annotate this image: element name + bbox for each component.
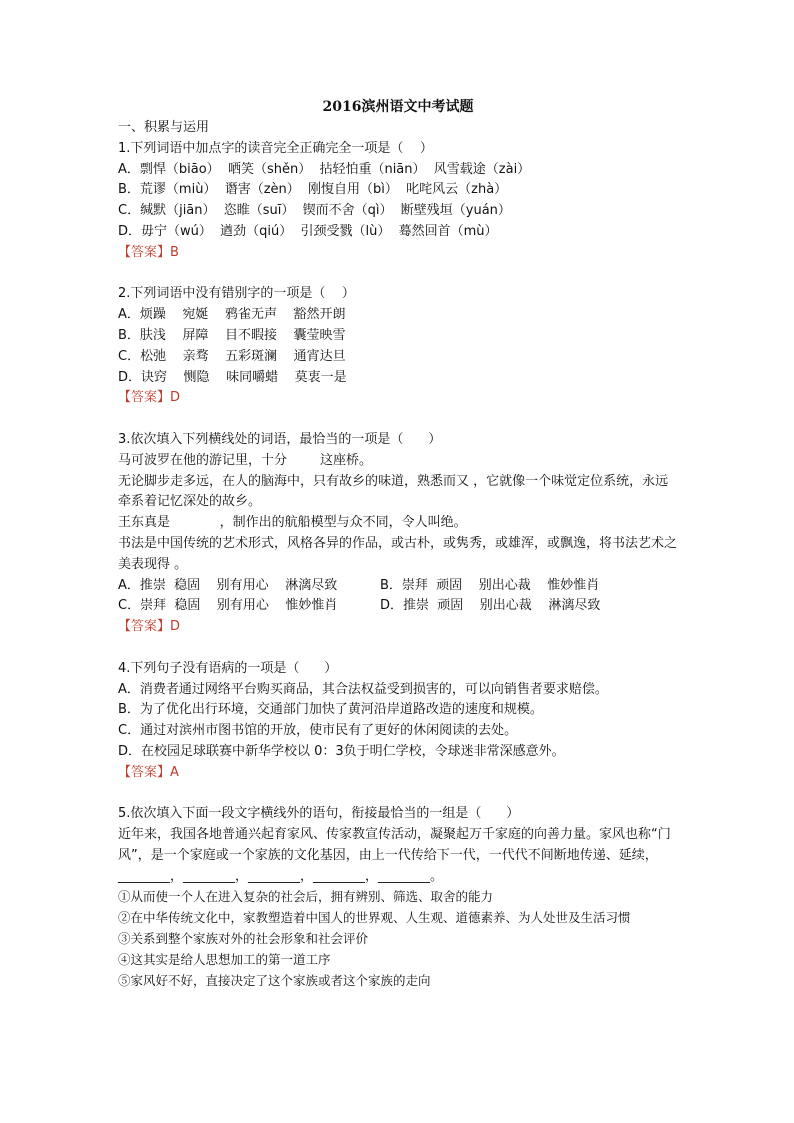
section-heading: 一、积累与运用 — [118, 120, 210, 135]
option-a: A．剽悍（biāo） 哂笑（shěn） 拈轻怕重（niān） 风雪载途（zài） — [118, 161, 531, 177]
sentence-item-1: ①从而使一个人在进入复杂的社会后，拥有辨别、筛选、取舍的能力 — [118, 889, 494, 905]
passage: 近年来，我国各地普通兴起育家风、传家教宣传活动，凝聚起万千家庭的向善力量。家风也称“门风”，是一个家庭或一个家族的文化基因，由上一代传给下一代，一代代不间断地传递、延续，________，________，________，________，________。 — [118, 827, 671, 884]
question-stem: 5.依次填入下面一段文字横线外的语句，衔接最恰当的一组是（ ） — [118, 806, 520, 822]
option-a: A．烦躁 宛娫 鸦雀无声 豁然开朗 — [118, 307, 346, 323]
question-3 — [118, 430, 678, 638]
option-a: A．推崇 稳固 别有用心 淋漓尽致 — [118, 577, 338, 593]
option-a: A．消费者通过网络平台购买商品，其合法权益受到损害的，可以向销售者要求赔偿。 — [118, 681, 608, 697]
question-stem: 3.依次填入下列横线处的词语，最恰当的一项是（ ） — [118, 431, 442, 447]
question-2 — [118, 284, 678, 409]
options-row-1 — [118, 576, 678, 597]
option-b: B．为了优化出行环境，交通部门加快了黄河沿岸道路改造的速度和规模。 — [118, 702, 543, 718]
exam-page — [118, 98, 678, 991]
answer-label: 【答案】A — [118, 764, 179, 780]
sentence-item-4: ④这其实是给人思想加工的第一道工序 — [118, 951, 331, 967]
option-b: B．崇拜 顽固 别出心裁 惟妙惟肖 — [380, 577, 600, 593]
sentence-3: 王东真是 ，制作出的航船模型与众不同，令人叫绝。 — [118, 515, 467, 531]
question-stem: 4.下列句子没有语病的一项是（ ） — [118, 660, 338, 676]
option-b: B．荒谬（miù） 谮害（zèn） 刚愎自用（bì） 叱咤风云（zhà） — [118, 182, 508, 198]
option-b: B．肤浅 屏障 目不暇接 囊莹映雪 — [118, 327, 346, 343]
option-c: C．松弛 亲骛 五彩斑澜 通宵达旦 — [118, 348, 346, 364]
question-4 — [118, 659, 678, 784]
question-stem: 2.下列词语中没有错别字的一项是（ ） — [118, 286, 355, 302]
sentence-1: 马可波罗在他的游记里，十分 这座桥。 — [118, 452, 373, 468]
question-stem: 1.下列词语中加点字的读音完全正确完全一项是（ ） — [118, 140, 433, 156]
option-c: C．崇拜 稳固 别有用心 惟妙惟肖 — [118, 598, 338, 614]
option-d: D．诀窍 恻隐 味同嚼蜡 莫衷一是 — [118, 369, 347, 385]
sentence-2: 无论脚步走多远，在人的脑海中，只有故乡的味道，熟悉而又 ，它就像一个味觉定位系统，永远牵系着记忆深处的故乡。 — [118, 473, 669, 510]
sentence-item-5: ⑤家风好不好，直接决定了这个家族或者这个家族的走向 — [118, 972, 431, 988]
option-c: C．通过对滨州市图书馆的开放，使市民有了更好的休闲阅读的去处。 — [118, 723, 518, 739]
page-title: 2016滨州语文中考试题 — [322, 99, 474, 115]
option-d: D．推崇 顽固 别出心裁 淋漓尽致 — [380, 598, 601, 614]
sentence-item-3: ③关系到整个家族对外的社会形象和社会评价 — [118, 931, 369, 947]
options-row-2 — [118, 596, 678, 617]
sentence-item-2: ②在中华传统文化中，家教塑造着中国人的世界观、人生观、道德素养、为人处世及生活习惯 — [118, 910, 631, 926]
option-d: D．毋宁（wú） 遒劲（qiú） 引颈受戮（lù） 蓦然回首（mù） — [118, 223, 498, 239]
sentence-4: 书法是中国传统的艺术形式，风格各异的作品，或古朴，或隽秀，或雄浑，或飘逸，将书法艺术之美表现得 。 — [118, 535, 678, 572]
question-5 — [118, 804, 678, 991]
option-d: D．在校园足球联赛中新华学校以 0：3负于明仁学校，令球迷非常深感意外。 — [118, 743, 565, 759]
option-c: C．缄默（jiān） 恣睢（suī） 锲而不舍（qì） 断壁残垣（yuán） — [118, 203, 511, 219]
question-1 — [118, 139, 678, 264]
answer-label: 【答案】D — [118, 619, 181, 635]
answer-label: 【答案】D — [118, 390, 181, 406]
answer-label: 【答案】B — [118, 244, 179, 260]
